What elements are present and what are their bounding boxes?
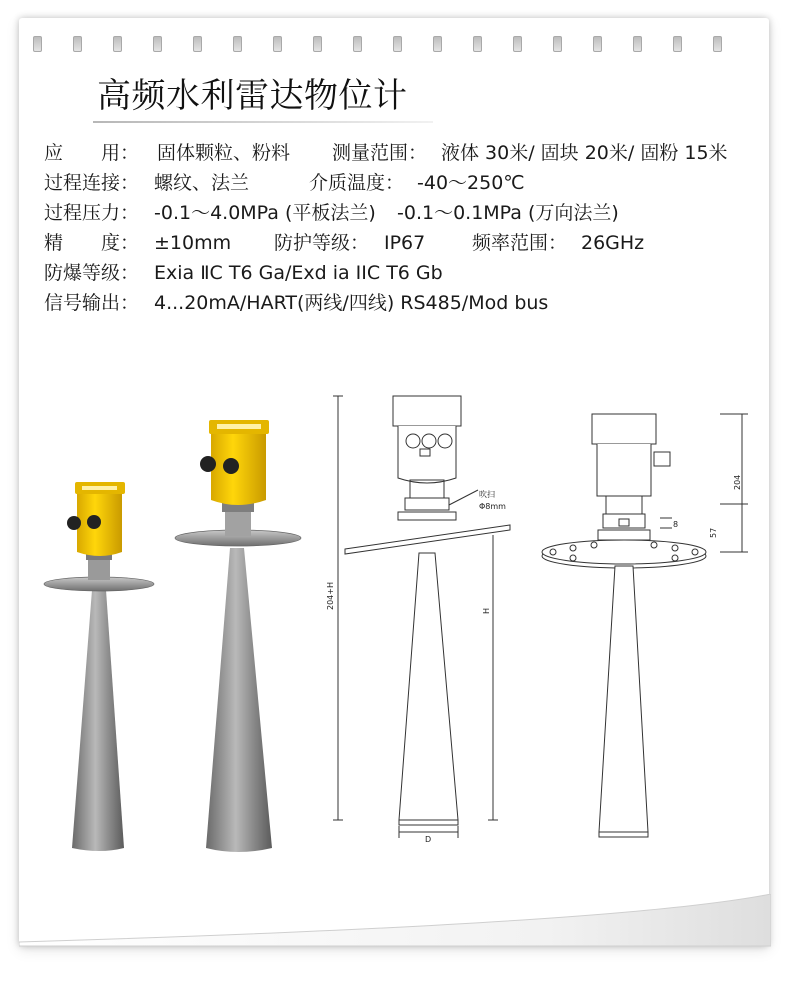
spec-label: 测量范围：: [332, 142, 428, 164]
page-title: 高频水利雷达物位计: [97, 76, 408, 116]
spec-label: 防护等级：: [274, 232, 370, 254]
spec-label: 应 用：: [44, 142, 140, 164]
radar-level-gauge-photo-large: [175, 420, 301, 852]
dimension-57: 57: [709, 527, 718, 538]
spec-value: 4...20mA/HART(两线/四线) RS485/Mod bus: [154, 292, 549, 314]
spec-value: ±10mm: [154, 232, 232, 254]
spec-label: 精 度：: [44, 232, 140, 254]
spec-value: Exia ⅡC T6 Ga/Exd ia IIC T6 Gb: [154, 262, 443, 284]
drawing-flat-flange: [542, 414, 748, 837]
spec-value: 液体 30米/ 固块 20米/ 固粉 15米: [441, 142, 728, 164]
spec-label: 介质温度：: [309, 172, 405, 194]
purge-size-label: Φ8mm: [479, 502, 506, 511]
dimension-204: 204: [733, 474, 742, 490]
dimension-total-height: 204+H: [326, 582, 335, 610]
dimension-h: H: [482, 607, 491, 614]
spec-label: 过程连接：: [44, 172, 140, 194]
spec-label: 过程压力：: [44, 202, 140, 224]
spec-label: 防爆等级：: [44, 262, 140, 284]
drawing-swivel-flange: [333, 396, 510, 838]
dimension-d: D: [425, 835, 432, 844]
radar-level-gauge-photo-small: [44, 482, 154, 851]
purge-label: 吹扫: [479, 490, 495, 499]
page-curl: [19, 894, 771, 954]
spec-label: 信号输出：: [44, 292, 140, 314]
spec-label: 频率范围：: [472, 232, 568, 254]
spec-value: -40～250℃: [417, 172, 525, 194]
spec-value: IP67: [384, 232, 426, 254]
spec-value: 固体颗粒、粉料: [157, 142, 291, 164]
spec-value: 26GHz: [581, 232, 645, 254]
spec-value: -0.1～0.1MPa (万向法兰): [397, 202, 619, 224]
spec-value: -0.1～4.0MPa (平板法兰): [154, 202, 376, 224]
dimension-8: 8: [673, 520, 679, 529]
spec-value: 螺纹、法兰: [154, 172, 250, 194]
